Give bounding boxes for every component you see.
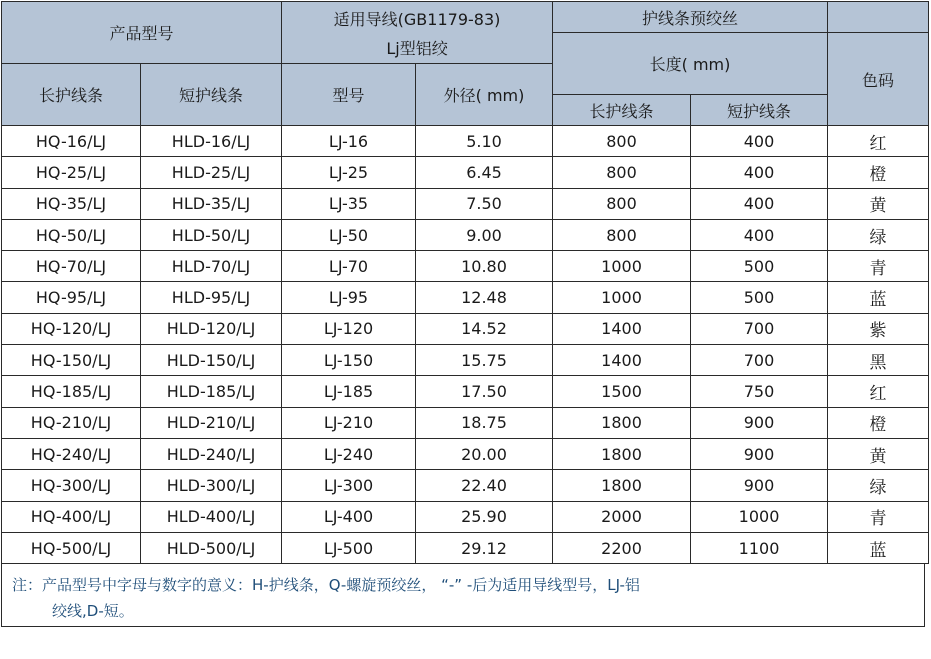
cell-outer-diameter: 7.50 [416,188,553,219]
cell-wire-model: LJ-500 [282,532,416,563]
header-product-model: 产品型号 [2,2,282,64]
table-row [2,407,929,438]
cell-long-length: 1400 [553,313,691,344]
cell-outer-diameter: 29.12 [416,532,553,563]
header-long-guard: 长护线条 [2,64,141,126]
cell-long-guard: HQ-210/LJ [2,407,141,438]
cell-color-code: 青 [828,251,929,282]
cell-wire-model: LJ-150 [282,345,416,376]
cell-short-guard: HLD-120/LJ [141,313,282,344]
cell-long-length: 1400 [553,345,691,376]
cell-long-length: 1500 [553,376,691,407]
cell-long-guard: HQ-50/LJ [2,219,141,250]
cell-long-length: 1800 [553,407,691,438]
cell-outer-diameter: 15.75 [416,345,553,376]
table-header [2,2,929,126]
cell-outer-diameter: 9.00 [416,219,553,250]
table-row [2,157,929,188]
header-model: 型号 [282,64,416,126]
cell-long-guard: HQ-25/LJ [2,157,141,188]
cell-short-length: 700 [691,313,828,344]
header-preformed: 护线条预绞丝 [553,2,828,33]
header-long-guard-length: 长护线条 [553,95,691,126]
cell-wire-model: LJ-185 [282,376,416,407]
header-blank [828,2,929,33]
header-short-guard-length: 短护线条 [691,95,828,126]
cell-long-guard: HQ-500/LJ [2,532,141,563]
cell-color-code: 绿 [828,219,929,250]
cell-short-length: 1000 [691,501,828,532]
cell-outer-diameter: 18.75 [416,407,553,438]
cell-long-length: 1000 [553,282,691,313]
cell-color-code: 黑 [828,345,929,376]
cell-outer-diameter: 25.90 [416,501,553,532]
cell-short-guard: HLD-25/LJ [141,157,282,188]
cell-wire-model: LJ-240 [282,438,416,469]
cell-short-guard: HLD-240/LJ [141,438,282,469]
cell-color-code: 黄 [828,188,929,219]
header-applicable-wire [282,2,553,64]
cell-short-guard: HLD-500/LJ [141,532,282,563]
cell-short-length: 400 [691,126,828,157]
cell-short-length: 400 [691,219,828,250]
cell-short-length: 900 [691,470,828,501]
cell-short-length: 400 [691,188,828,219]
cell-short-guard: HLD-150/LJ [141,345,282,376]
header-applicable-wire-line2: Lj型铝绞 [386,38,448,58]
cell-long-length: 1000 [553,251,691,282]
header-outer-diameter: 外径( mm) [416,64,553,126]
cell-short-length: 900 [691,438,828,469]
table-row [2,438,929,469]
footnote-line1: 注：产品型号中字母与数字的意义：H-护线条，Q-螺旋预绞丝， “-” -后为适用导线型号，LJ-铝 [12,576,640,595]
cell-wire-model: LJ-16 [282,126,416,157]
cell-short-guard: HLD-70/LJ [141,251,282,282]
cell-short-guard: HLD-95/LJ [141,282,282,313]
cell-wire-model: LJ-400 [282,501,416,532]
cell-wire-model: LJ-35 [282,188,416,219]
spec-sheet [1,1,930,657]
cell-long-length: 800 [553,126,691,157]
cell-color-code: 蓝 [828,282,929,313]
cell-long-guard: HQ-300/LJ [2,470,141,501]
cell-long-guard: HQ-120/LJ [2,313,141,344]
cell-long-guard: HQ-185/LJ [2,376,141,407]
footnote-line2: 绞线,D-短。 [52,602,134,621]
cell-color-code: 橙 [828,407,929,438]
cell-long-length: 2200 [553,532,691,563]
cell-wire-model: LJ-50 [282,219,416,250]
cell-wire-model: LJ-120 [282,313,416,344]
header-color-code: 色码 [828,33,929,126]
table-body [2,126,929,564]
header-short-guard: 短护线条 [141,64,282,126]
cell-wire-model: LJ-210 [282,407,416,438]
cell-short-guard: HLD-400/LJ [141,501,282,532]
table-row [2,470,929,501]
cell-wire-model: LJ-95 [282,282,416,313]
cell-long-guard: HQ-240/LJ [2,438,141,469]
table-row [2,345,929,376]
cell-outer-diameter: 6.45 [416,157,553,188]
table-row [2,532,929,563]
table-row [2,282,929,313]
table-row [2,188,929,219]
table-row [2,219,929,250]
cell-long-guard: HQ-35/LJ [2,188,141,219]
table-row [2,251,929,282]
cell-long-length: 2000 [553,501,691,532]
cell-short-length: 700 [691,345,828,376]
cell-wire-model: LJ-300 [282,470,416,501]
cell-color-code: 绿 [828,470,929,501]
cell-short-length: 400 [691,157,828,188]
spec-table [1,1,929,564]
cell-color-code: 蓝 [828,532,929,563]
cell-short-length: 900 [691,407,828,438]
footnote [1,564,925,627]
cell-short-length: 750 [691,376,828,407]
cell-outer-diameter: 14.52 [416,313,553,344]
cell-color-code: 红 [828,126,929,157]
table-row [2,126,929,157]
table-row [2,376,929,407]
cell-long-guard: HQ-70/LJ [2,251,141,282]
cell-short-guard: HLD-50/LJ [141,219,282,250]
cell-short-guard: HLD-35/LJ [141,188,282,219]
cell-short-length: 500 [691,251,828,282]
cell-color-code: 紫 [828,313,929,344]
cell-long-length: 800 [553,188,691,219]
header-applicable-wire-line1: 适用导线(GB1179-83) [333,9,501,29]
cell-short-length: 500 [691,282,828,313]
cell-color-code: 橙 [828,157,929,188]
table-row [2,501,929,532]
table-row [2,313,929,344]
cell-color-code: 黄 [828,438,929,469]
cell-long-length: 800 [553,157,691,188]
cell-outer-diameter: 5.10 [416,126,553,157]
cell-long-length: 800 [553,219,691,250]
cell-long-guard: HQ-150/LJ [2,345,141,376]
cell-color-code: 红 [828,376,929,407]
cell-wire-model: LJ-25 [282,157,416,188]
cell-short-guard: HLD-210/LJ [141,407,282,438]
cell-short-length: 1100 [691,532,828,563]
cell-outer-diameter: 20.00 [416,438,553,469]
cell-outer-diameter: 17.50 [416,376,553,407]
cell-long-length: 1800 [553,438,691,469]
cell-outer-diameter: 22.40 [416,470,553,501]
header-length: 长度( mm) [553,33,828,95]
cell-short-guard: HLD-185/LJ [141,376,282,407]
cell-outer-diameter: 10.80 [416,251,553,282]
cell-outer-diameter: 12.48 [416,282,553,313]
cell-short-guard: HLD-300/LJ [141,470,282,501]
cell-long-length: 1800 [553,470,691,501]
cell-long-guard: HQ-400/LJ [2,501,141,532]
cell-long-guard: HQ-95/LJ [2,282,141,313]
cell-short-guard: HLD-16/LJ [141,126,282,157]
cell-wire-model: LJ-70 [282,251,416,282]
cell-color-code: 青 [828,501,929,532]
cell-long-guard: HQ-16/LJ [2,126,141,157]
